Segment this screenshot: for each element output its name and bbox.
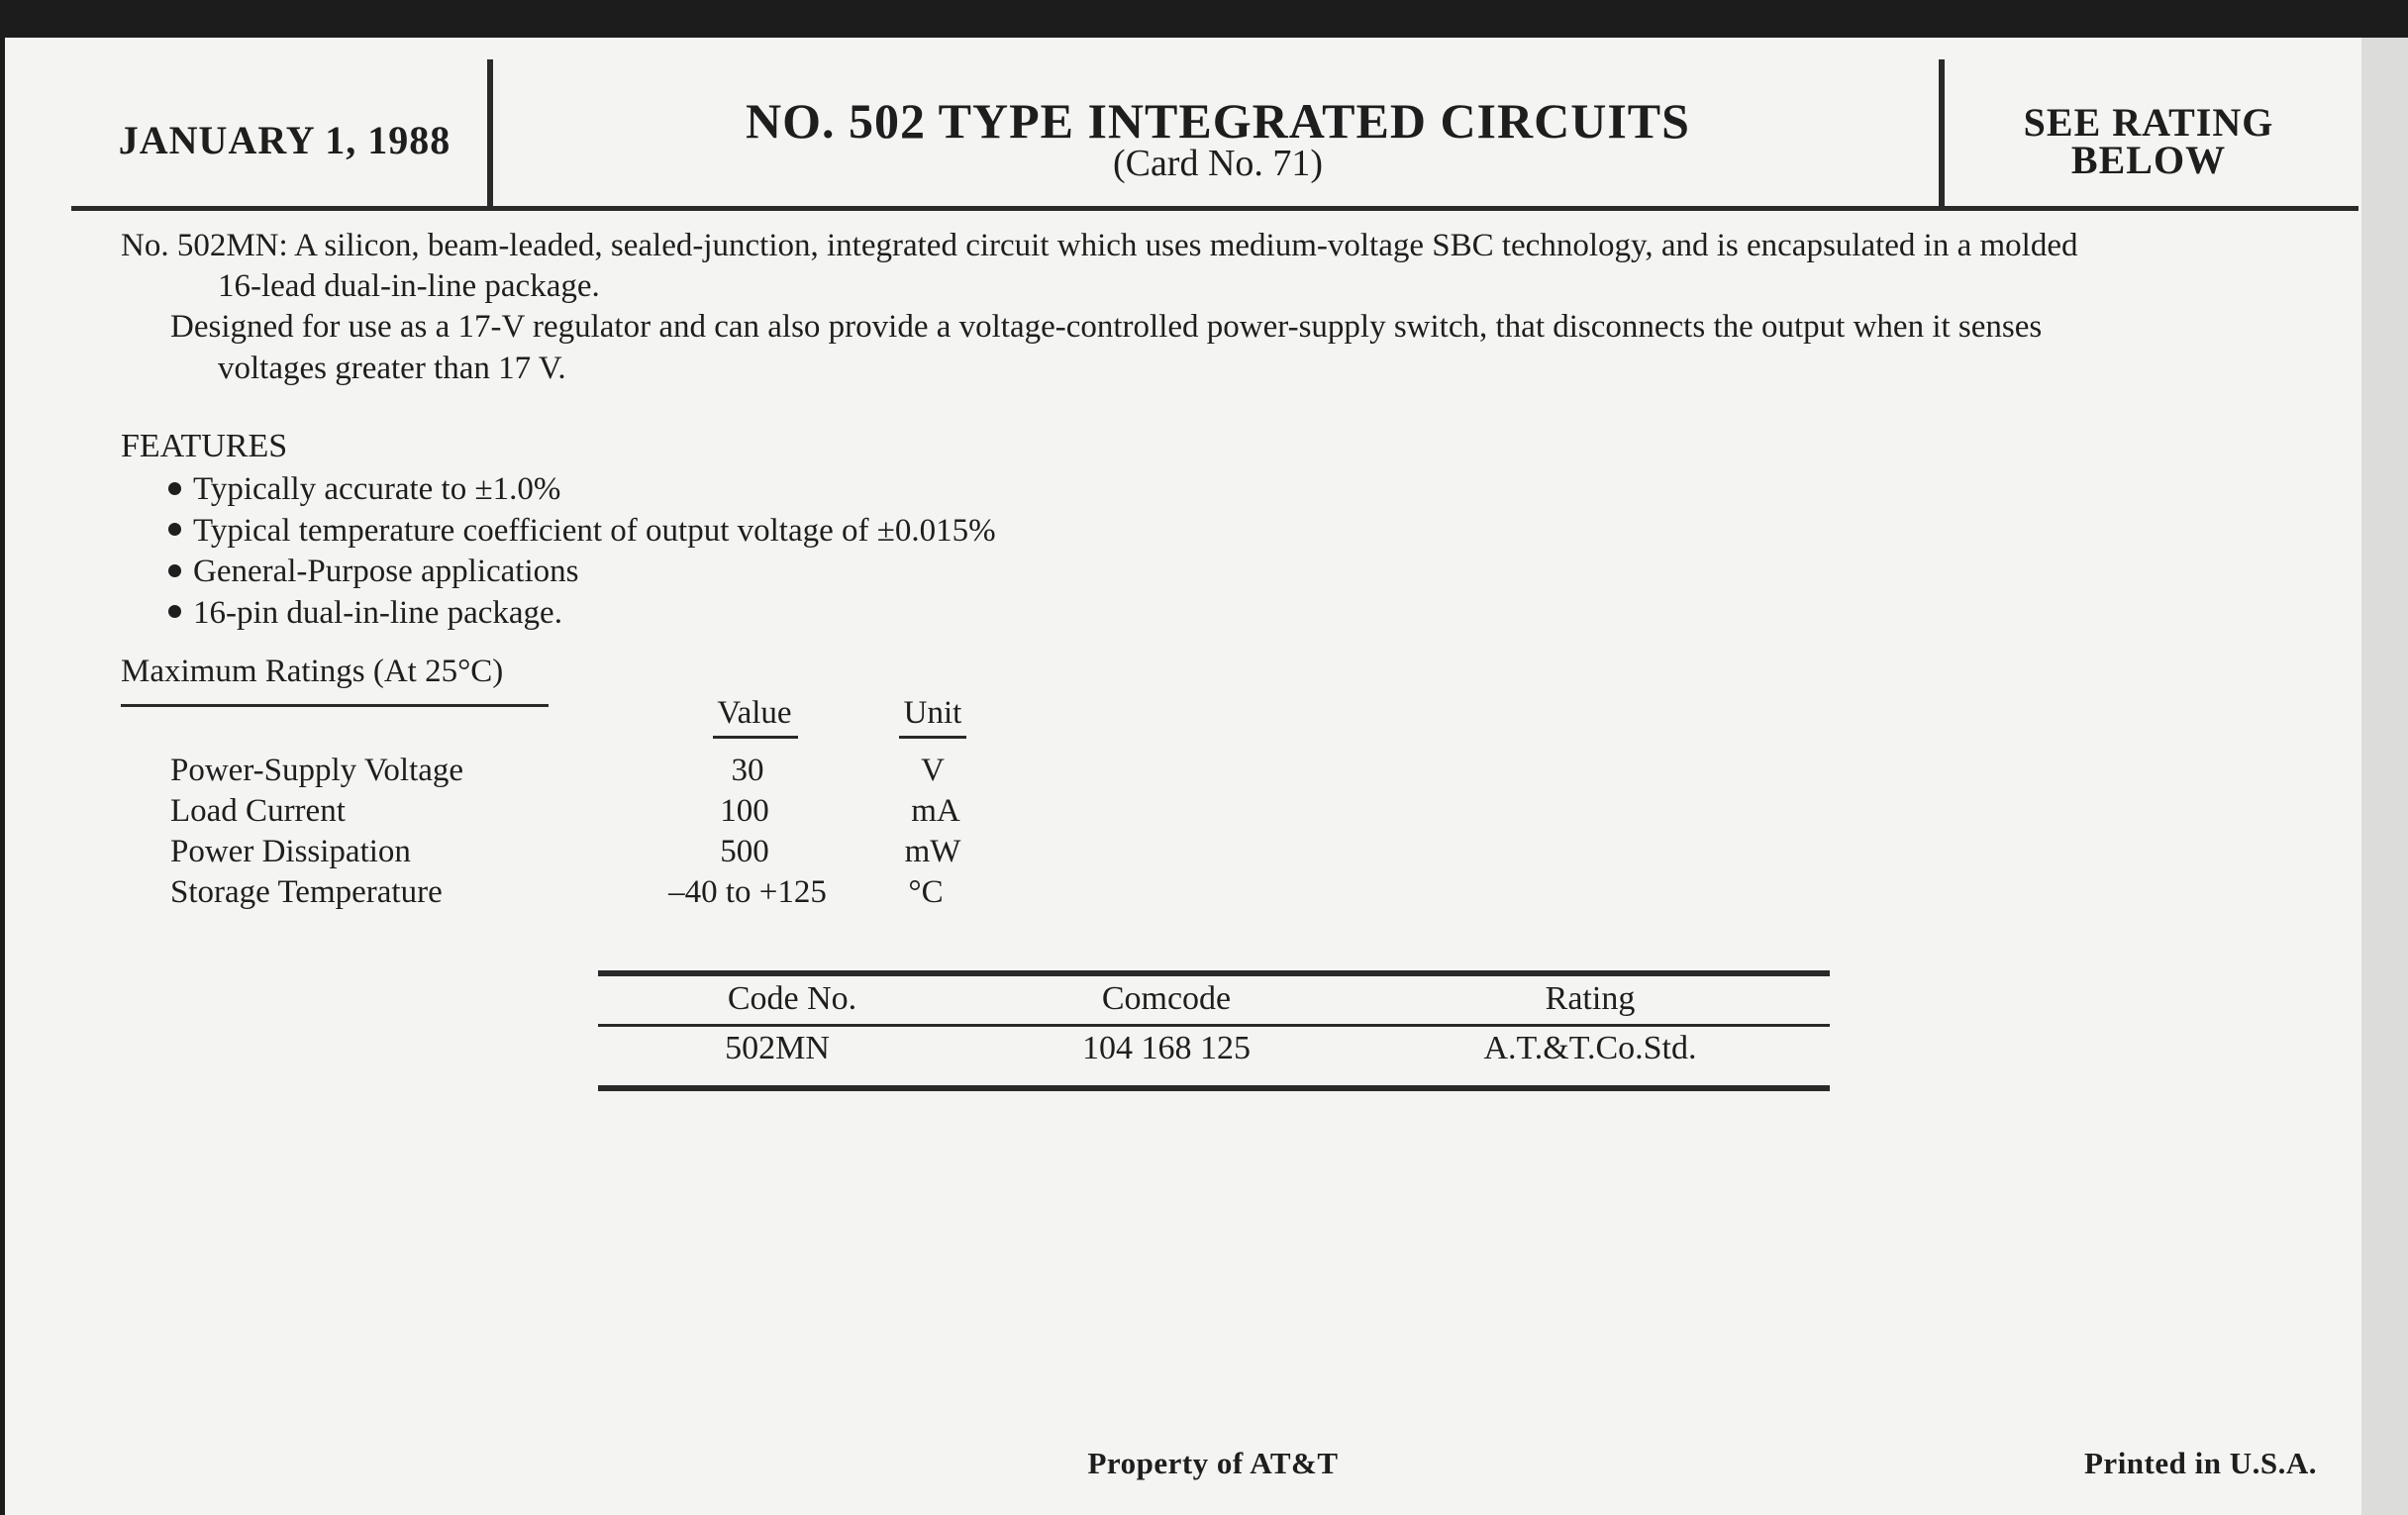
max-ratings-underline xyxy=(121,704,549,707)
description-line-4: voltages greater than 17 V. xyxy=(218,351,566,386)
description-line-1: No. 502MN: A silicon, beam-leaded, sealed-junction, integrated circuit which uses medium-voltage SBC technology, and is encapsulated in a molded xyxy=(121,228,2078,263)
rating-note-line2: BELOW xyxy=(2070,138,2227,182)
rating-value: 100 xyxy=(720,793,769,829)
rating-value: 30 xyxy=(731,753,764,788)
features-list xyxy=(168,469,996,634)
rating-note xyxy=(1951,100,2347,182)
rating-value: 500 xyxy=(720,834,769,869)
header-bottom-rule xyxy=(71,206,2358,211)
feature-text: 16-pin dual-in-line package. xyxy=(193,594,562,631)
rating-label: Storage Temperature xyxy=(170,874,443,910)
document-subtitle: (Card No. 71) xyxy=(1112,143,1324,184)
feature-text: Typically accurate to ±1.0% xyxy=(193,471,561,507)
rating-unit: mA xyxy=(911,793,960,829)
max-ratings-heading: Maximum Ratings (At 25°C) xyxy=(121,654,504,689)
features-heading: FEATURES xyxy=(121,428,288,464)
rating-label: Power-Supply Voltage xyxy=(170,753,464,788)
card-edge xyxy=(2361,38,2408,1515)
bullet-icon xyxy=(168,605,181,618)
description-line-3: Designed for use as a 17-V regulator and can also provide a voltage-controlled power-supply switch, that disconnects the output when it senses xyxy=(170,309,2043,345)
rating-value: –40 to +125 xyxy=(668,874,827,910)
rating-note-line1: SEE RATING xyxy=(2023,100,2274,145)
code-table-cell-rating: A.T.&T.Co.Std. xyxy=(1483,1030,1697,1066)
bullet-icon xyxy=(168,523,181,536)
value-column-header: Value xyxy=(717,695,792,731)
code-table-cell-comcode: 104 168 125 xyxy=(1082,1030,1251,1066)
code-table-header-rule xyxy=(598,1024,1830,1027)
bullet-icon xyxy=(168,482,181,495)
feature-item xyxy=(168,593,996,635)
code-table-cell-code: 502MN xyxy=(725,1030,830,1066)
footer-printed: Printed in U.S.A. xyxy=(2084,1446,2317,1480)
unit-column-underline xyxy=(899,736,966,739)
feature-item xyxy=(168,511,996,553)
rating-row xyxy=(0,753,1089,793)
feature-text: Typical temperature coefficient of output voltage of ±0.015% xyxy=(193,512,996,549)
document-date: JANUARY 1, 1988 xyxy=(118,118,452,162)
rating-row xyxy=(0,793,1089,834)
description-line-2: 16-lead dual-in-line package. xyxy=(218,268,600,304)
value-column-underline xyxy=(713,736,798,739)
document-title: NO. 502 TYPE INTEGRATED CIRCUITS xyxy=(746,93,1690,149)
rating-unit: mW xyxy=(904,834,961,869)
rating-row xyxy=(0,834,1089,874)
feature-item xyxy=(168,469,996,511)
code-table-header-rating: Rating xyxy=(1545,980,1636,1017)
rating-row xyxy=(0,874,1089,915)
code-table-header-comcode: Comcode xyxy=(1101,980,1232,1017)
code-table-top-rule xyxy=(598,970,1830,976)
unit-column-header: Unit xyxy=(903,695,962,731)
footer-property: Property of AT&T xyxy=(1087,1446,1339,1480)
code-table-bottom-rule xyxy=(598,1085,1830,1091)
feature-text: General-Purpose applications xyxy=(193,554,579,589)
header-divider-left xyxy=(487,59,493,208)
code-table-header-code: Code No. xyxy=(727,980,857,1017)
rating-label: Power Dissipation xyxy=(170,834,411,869)
rating-unit: V xyxy=(921,753,945,788)
rating-label: Load Current xyxy=(170,793,346,829)
rating-unit: °C xyxy=(908,874,944,910)
bullet-icon xyxy=(168,564,181,577)
feature-item xyxy=(168,552,996,593)
